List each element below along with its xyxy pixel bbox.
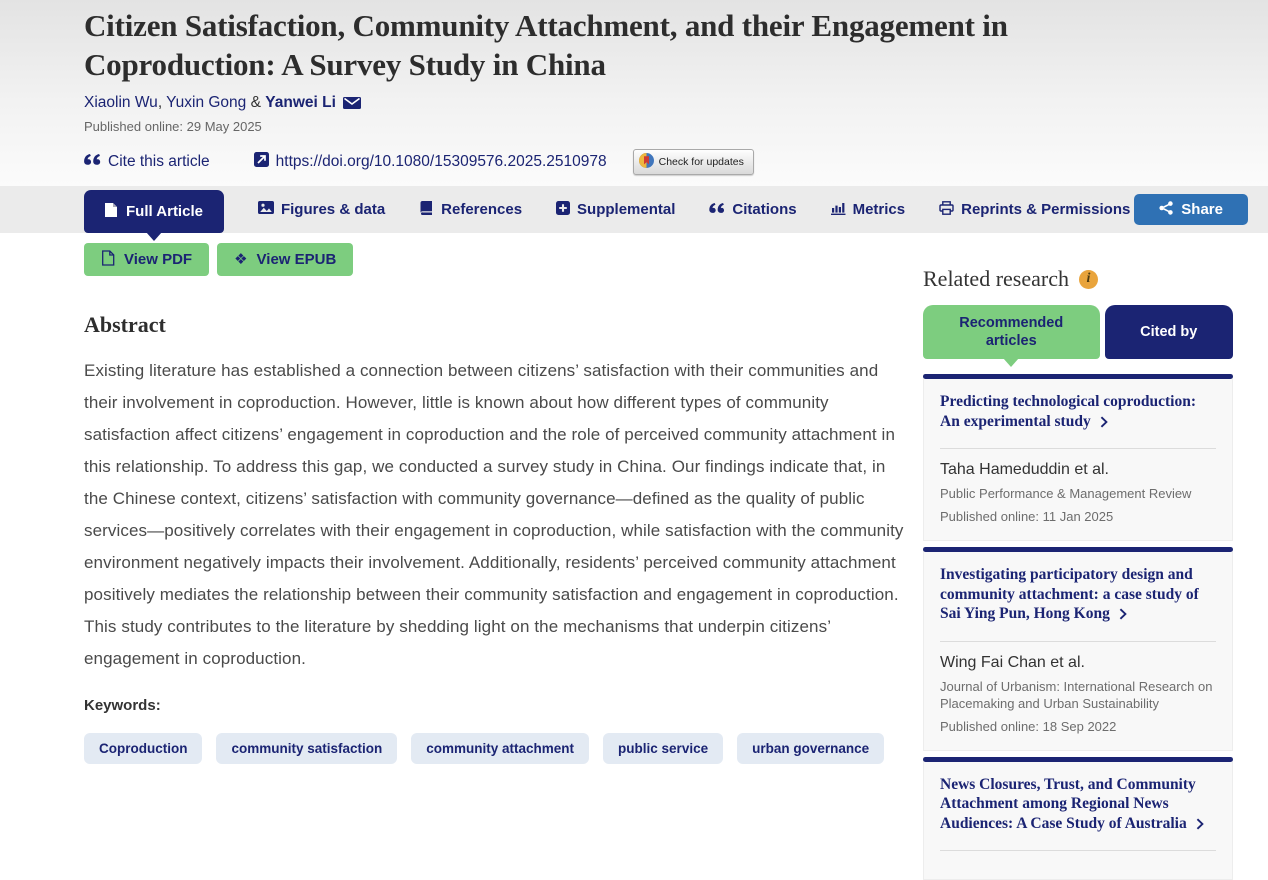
keyword-pill[interactable]: Coproduction: [84, 733, 202, 764]
card-body: [924, 762, 1232, 880]
article-tabbar: [0, 186, 1268, 233]
related-article-author: Taha Hameduddin et al.: [940, 461, 1216, 479]
tab-label: Supplemental: [577, 201, 675, 218]
page-title: Citizen Satisfaction, Community Attachment, and their Engagement in Coproduction: A Survey Study in China: [84, 6, 1024, 84]
check-updates-label: Check for updates: [659, 156, 744, 168]
abstract-text: Existing literature has established a connection between citizens’ satisfaction with their communities and their involvement in coproduction. However, little is known about how different types of community satisfaction affect citizens’ engagement in coproduction and the role of perceived community attachment in this relationship. To address this gap, we conducted a survey study in China. Our findings indicate that, in the Chinese context, citizens’ satisfaction with community governance—defined as the quality of public services—positively correlates with their engagement in coproduction, while satisfaction with the community environment negatively impacts their involvement. Additionally, residents’ perceived community attachment positively mediates the relationship between their community satisfaction and engagement in coproduction. This study contributes to the literature by shedding light on the mechanisms that underpin citizens’ engagement in coproduction.: [84, 355, 908, 675]
tab-label: Metrics: [853, 201, 906, 218]
page-body: [0, 233, 1268, 880]
share-icon: [1159, 201, 1173, 219]
tab-label: Citations: [732, 201, 796, 218]
chevron-right-icon: [1119, 607, 1127, 624]
tab-label: Reprints & Permissions: [961, 201, 1130, 218]
view-epub-button[interactable]: [217, 243, 353, 276]
related-article-published: Published online: 11 Jan 2025: [940, 509, 1216, 524]
view-epub-label: View EPUB: [257, 251, 337, 268]
keyword-pill[interactable]: community satisfaction: [216, 733, 397, 764]
author-list: [84, 94, 1248, 114]
view-pdf-button[interactable]: [84, 243, 209, 276]
tab-full-article[interactable]: [84, 190, 224, 233]
plus-square-icon: [556, 201, 570, 219]
tab-figures-data[interactable]: [258, 201, 385, 218]
tab-label: Figures & data: [281, 201, 385, 218]
related-article-link[interactable]: [940, 392, 1216, 433]
download-buttons-row: [84, 233, 908, 276]
keyword-pill[interactable]: community attachment: [411, 733, 589, 764]
tab-reprints-permissions[interactable]: [939, 201, 1130, 219]
card-divider: [940, 850, 1216, 851]
related-article-title: Predicting technological coproduction: An experimental study: [940, 393, 1196, 430]
chevron-right-icon: [1100, 415, 1108, 432]
keyword-pill[interactable]: urban governance: [737, 733, 884, 764]
quote-icon: [709, 201, 725, 218]
related-article-link[interactable]: [940, 775, 1216, 836]
tab-list: [84, 186, 1134, 233]
abstract-heading: Abstract: [84, 312, 908, 338]
related-research-title: Related research: [923, 266, 1069, 292]
related-article-author: Wing Fai Chan et al.: [940, 654, 1216, 672]
check-for-updates-button[interactable]: [633, 149, 754, 175]
related-article-published: Published online: 18 Sep 2022: [940, 719, 1216, 734]
related-article-title: News Closures, Trust, and Community Attachment among Regional News Audiences: A Case Study of Australia: [940, 776, 1196, 832]
info-icon[interactable]: i: [1079, 270, 1098, 289]
card-body: [924, 552, 1232, 750]
printer-icon: [939, 201, 954, 219]
author-link[interactable]: Yuxin Gong: [166, 94, 246, 111]
corresponding-author-link[interactable]: Yanwei Li: [265, 94, 336, 111]
bar-chart-icon: [831, 201, 846, 219]
quote-icon: [84, 153, 101, 171]
cite-label: Cite this article: [108, 153, 210, 171]
keyword-pill[interactable]: public service: [603, 733, 723, 764]
article-header: [0, 0, 1268, 186]
related-article-link[interactable]: [940, 565, 1216, 626]
tab-supplemental[interactable]: [556, 201, 675, 219]
tab-recommended-articles[interactable]: Recommended articles: [923, 305, 1100, 359]
card-divider: [940, 641, 1216, 642]
author-link[interactable]: Xiaolin Wu: [84, 94, 158, 111]
doi-group: [254, 152, 607, 172]
keyword-list: [84, 733, 908, 764]
epub-icon: ❖: [234, 252, 247, 267]
card-divider: [940, 448, 1216, 449]
citation-row: [84, 149, 1248, 175]
related-article-title: Investigating participatory design and community attachment: a case study of Sai Ying Pun, Hong Kong: [940, 566, 1199, 622]
related-article-journal: Public Performance & Management Review: [940, 485, 1216, 502]
tab-label: Full Article: [126, 203, 203, 220]
related-article-journal: Journal of Urbanism: International Research on Placemaking and Urban Sustainability: [940, 678, 1216, 712]
cite-this-article-link[interactable]: [84, 153, 210, 171]
tab-references[interactable]: [419, 201, 522, 219]
chevron-right-icon: [1196, 817, 1204, 834]
view-pdf-label: View PDF: [124, 251, 192, 268]
related-article-card: [923, 374, 1233, 541]
author-separator: ,: [158, 94, 166, 111]
pdf-icon: [101, 250, 115, 270]
document-icon: [105, 203, 117, 221]
tab-metrics[interactable]: [831, 201, 906, 219]
keywords-label: Keywords:: [84, 697, 908, 714]
external-link-icon: [254, 152, 269, 172]
image-icon: [258, 201, 274, 218]
related-research-tabs: [923, 305, 1233, 359]
related-research-sidebar: [923, 233, 1233, 880]
related-article-card: [923, 547, 1233, 751]
card-body: [924, 379, 1232, 540]
email-icon[interactable]: [343, 96, 361, 113]
doi-text: https://doi.org/10.1080/15309576.2025.2510978: [276, 153, 607, 171]
tab-label: References: [441, 201, 522, 218]
doi-link[interactable]: [254, 152, 607, 172]
related-research-heading: [923, 266, 1233, 292]
book-icon: [419, 201, 434, 219]
tab-cited-by[interactable]: Cited by: [1105, 305, 1234, 359]
tab-citations[interactable]: [709, 201, 796, 218]
share-button[interactable]: [1134, 194, 1248, 225]
crossmark-icon: [639, 153, 654, 171]
author-separator: &: [246, 94, 265, 111]
main-column: [84, 233, 908, 880]
share-label: Share: [1181, 201, 1223, 218]
related-article-card: [923, 757, 1233, 880]
published-online-date: Published online: 29 May 2025: [84, 119, 1248, 134]
